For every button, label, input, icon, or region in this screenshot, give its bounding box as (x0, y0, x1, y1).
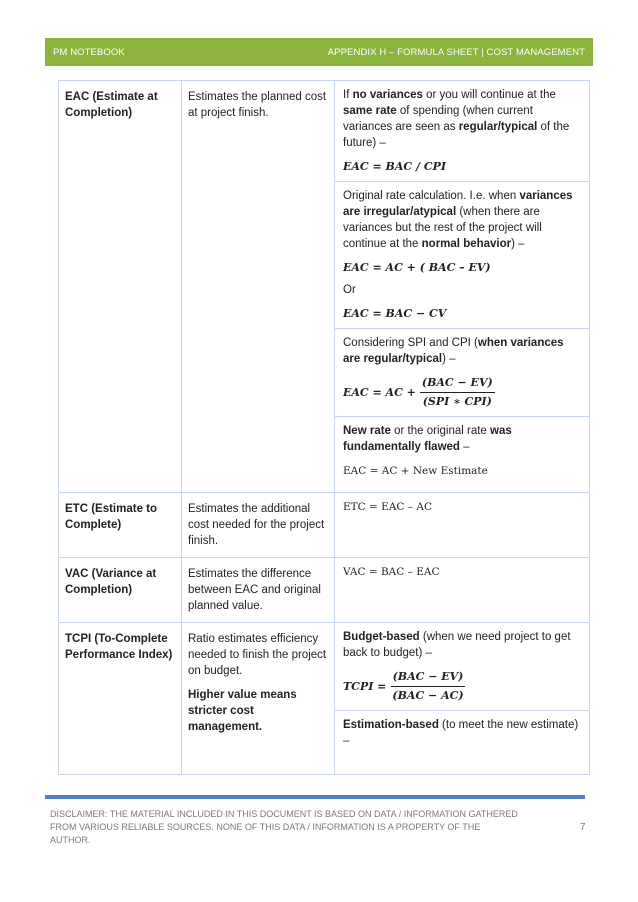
disclaimer-text: DISCLAIMER: THE MATERIAL INCLUDED IN THIS DOCUMENT IS BASED ON DATA / INFORMATION GATHERED FROM VARIOUS RELIABLE SOURCES. NONE OF THIS DATA / INFORMATION IS A PROPERTY OF THE AUTHOR. (50, 809, 518, 845)
formula: EAC = AC + ( BAC – EV) (343, 261, 491, 274)
fraction: $\frac{\text{(BAC − EV)}}{\text{(BAC − AC)}}$ (392, 670, 464, 702)
formula: EAC = BAC / CPI (343, 160, 446, 173)
condition-text: Budget-based (when we need project to get back to budget) – (343, 631, 571, 659)
term-description: Estimates the difference between EAC and original planned value. (182, 558, 335, 623)
header-left: PM NOTEBOOK (53, 46, 125, 58)
page-header (45, 38, 593, 66)
formula-section (335, 710, 589, 749)
term-name: VAC (Variance at Completion) (59, 558, 182, 623)
condition-text: Considering SPI and CPI (when variances are regular/typical) – (343, 337, 564, 365)
header-right: APPENDIX H – FORMULA SHEET | COST MANAGEMENT (327, 46, 585, 58)
fraction: $\frac{\text{(BAC − EV)}}{\text{(SPI ∗ CPI)}}$ (421, 376, 493, 408)
page-number: 7 (580, 822, 586, 833)
condition-text: New rate or the original rate was fundamentally flawed – (343, 425, 512, 453)
condition-text: Original rate calculation. I.e. when variances are irregular/atypical (when there are variances but the rest of the project will continue at the normal behavior) – (343, 190, 573, 250)
formula: EAC = AC + New Estimate (343, 465, 488, 477)
table-row (59, 493, 590, 558)
formula-cell (335, 81, 590, 493)
term-description: Estimates the planned cost at project finish. (182, 81, 335, 493)
formula: TCPI = $\frac{\text{(BAC − EV)}}{\text{(BAC − AC)}}$ (343, 670, 464, 702)
table-row (59, 81, 590, 493)
formula-cell (335, 493, 590, 558)
condition-text: If no variances or you will continue at the same rate of spending (when current variances are seen as regular/typical of the future) – (343, 89, 570, 149)
condition-text: Estimation-based (to meet the new estimate) – (343, 719, 579, 747)
formula-section (335, 328, 589, 410)
term-description: Ratio estimates efficiency needed to finish the project on budget. Higher value means stricter cost management. (182, 623, 335, 775)
emphasis-text: Higher value means stricter cost management. (188, 689, 297, 733)
formula-section (335, 181, 589, 322)
term-name: TCPI (To-Complete Performance Index) (59, 623, 182, 775)
formula-section (343, 87, 581, 175)
formula-section (335, 416, 589, 479)
formula-cell (335, 558, 590, 623)
formula-cell (335, 623, 590, 775)
table-row (59, 623, 590, 775)
formula: EAC = BAC − CV (343, 307, 447, 320)
term-name: ETC (Estimate to Complete) (59, 493, 182, 558)
formula: EAC = AC + $\frac{\text{(BAC − EV)}}{\text{(SPI ∗ CPI)}}$ (343, 376, 493, 408)
formula-table (58, 80, 590, 775)
term-description: Estimates the additional cost needed for the project finish. (182, 493, 335, 558)
or-text: Or (343, 284, 356, 296)
term-name: EAC (Estimate at Completion) (59, 81, 182, 493)
formula: VAC = BAC – EAC (343, 566, 440, 578)
formula-section (343, 629, 581, 704)
formula: ETC = EAC – AC (343, 501, 432, 513)
footer-divider (45, 795, 585, 799)
table-row (59, 558, 590, 623)
